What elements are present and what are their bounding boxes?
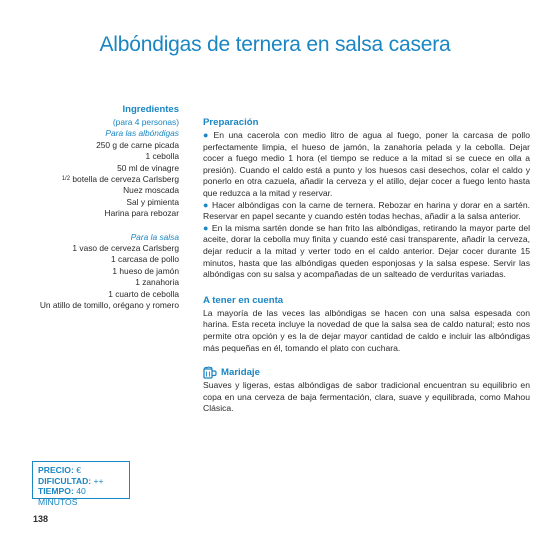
pairing-text: Suaves y ligeras, estas albóndigas de sabor tradicional encuentran su equilibrio en copa en una cerveza de baja fermentación, clara, suave y equilibrada, como Mahou Clásica. bbox=[203, 380, 530, 414]
ingredient-item: Sal y pimienta bbox=[126, 196, 179, 207]
pairing-heading-row bbox=[203, 366, 530, 379]
preparation-step bbox=[203, 223, 530, 281]
difficulty-row bbox=[38, 476, 124, 487]
time-value: 40 MINUTOS bbox=[38, 486, 86, 507]
ingredients-group-title: Para las albóndigas bbox=[105, 128, 179, 139]
ingredients-heading: Ingredientes bbox=[122, 104, 179, 115]
preparation-heading: Preparación bbox=[203, 117, 259, 128]
preparation-step bbox=[203, 200, 530, 223]
ingredients-group-title: Para la salsa bbox=[130, 231, 179, 242]
ingredient-item: 1 carcasa de pollo bbox=[111, 254, 179, 265]
time-row bbox=[38, 486, 124, 507]
ingredient-item: 1 hueso de jamón bbox=[112, 265, 179, 276]
ingredient-item bbox=[18, 174, 179, 185]
ingredient-item: 1 zanahoria bbox=[135, 277, 179, 288]
bullet-icon: ● bbox=[203, 222, 209, 233]
step-text: En una cacerola con medio litro de agua al fuego, poner la carcasa de pollo perfectamente limpia, el hueso de jamón, la zanahoria pelada y la cebolla. Dejar cocer a fuego medio 1 hora (el tiempo se reduce a la mitad si se cuece en olla a presión). Cuando el caldo está a punto y los huesos casi desechos, colar el caldo y ponerlo en otra cazuela, añadir la cerveza y el atillo, dejar cocer a fuego lento hasta que reduzca a la mitad y reservar. bbox=[203, 130, 530, 198]
bullet-icon: ● bbox=[203, 199, 210, 210]
page-number: 138 bbox=[33, 514, 49, 524]
bullet-icon: ● bbox=[203, 130, 211, 140]
beer-mug-icon bbox=[203, 366, 217, 379]
ingredient-item: 50 ml de vinagre bbox=[117, 162, 179, 173]
servings-note: (para 4 personas) bbox=[112, 117, 179, 127]
step-text: Hacer albóndigas con la carne de ternera. Rebozar en harina y dorar en a sartén. Reservar en papel secante y cuando estén todas hechas, añadir a la salsa anterior. bbox=[203, 199, 531, 222]
difficulty-value: ++ bbox=[93, 475, 104, 486]
ingredient-item: 250 g de carne picada bbox=[96, 139, 179, 150]
pairing-heading: Maridaje bbox=[221, 366, 260, 378]
ingredient-item: 1 cebolla bbox=[145, 151, 179, 162]
step-text: En la misma sartén donde se han frito las albóndigas, retirando la mayor parte del aceite, dorar la cebolla muy finita y cuando esté casi transparente, añadir la cerveza, dejar reducir a la mitad y verter todo en el caldo anterior. Dejar cocer durante 15 minutos, hasta que las albóndigas queden esponjosas y la salsa espese. Servir las albóndigas con su salsa y acompañadas de un salteado de verduritas variadas. bbox=[203, 222, 531, 280]
price-value: € bbox=[76, 465, 81, 475]
price-label: PRECIO: bbox=[38, 465, 74, 475]
recipe-info-box bbox=[32, 461, 130, 507]
time-label: TIEMPO: bbox=[38, 486, 74, 497]
ingredient-item: Un atillo de tomillo, orégano y romero bbox=[39, 300, 179, 311]
page-title: Albóndigas de ternera en salsa casera bbox=[99, 33, 451, 56]
ingredient-item: 1 vaso de cerveza Carlsberg bbox=[72, 243, 179, 254]
preparation-step bbox=[203, 130, 530, 200]
ingredient-item: Harina para rebozar bbox=[104, 208, 179, 219]
price-row bbox=[38, 465, 124, 476]
tips-text: La mayoría de las veces las albóndigas se hacen con una salsa espesada con harina. Esta receta incluye la novedad de que la salsa sea de caldo natural; esto nos permite otra opción y es la de dejar mayor cantidad de caldo e incluir las albóndigas más pequeñas en él, tomando el plato con cuchara. bbox=[203, 307, 530, 353]
difficulty-label: DIFICULTAD: bbox=[38, 475, 92, 486]
ingredient-item: 1 cuarto de cebolla bbox=[108, 288, 179, 299]
ingredient-text: botella de cerveza Carlsberg bbox=[72, 174, 179, 185]
main-content bbox=[203, 117, 530, 415]
ingredients-panel bbox=[18, 104, 179, 312]
tips-heading: A tener en cuenta bbox=[203, 294, 284, 306]
ingredient-item: Nuez moscada bbox=[123, 185, 179, 196]
fraction: 1/2 bbox=[61, 176, 71, 183]
